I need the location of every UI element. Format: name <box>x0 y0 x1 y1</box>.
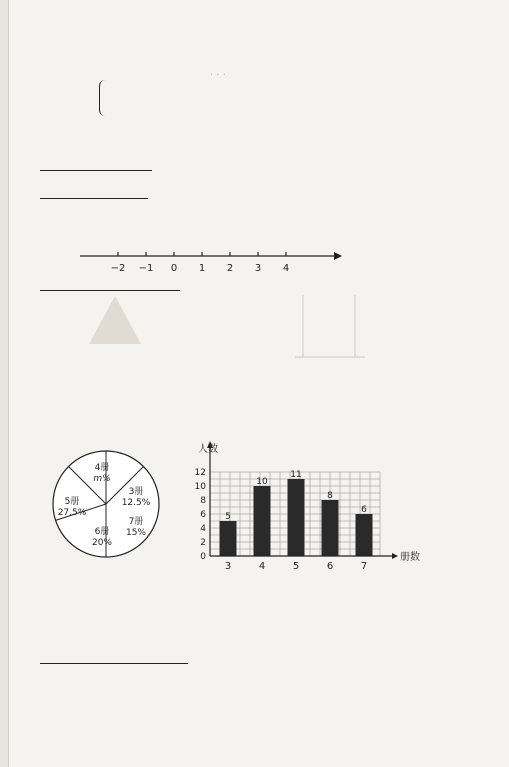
q19-step4 <box>40 276 180 291</box>
x-tick-label: 3 <box>224 561 232 572</box>
answer-blank-a[interactable] <box>40 650 110 664</box>
y-tick-label: 2 <box>200 538 206 548</box>
y-tick-label: 8 <box>200 496 206 506</box>
bar <box>254 486 271 556</box>
system-brace <box>99 80 108 116</box>
number-line <box>60 238 350 274</box>
y-tick-label: 12 <box>194 468 206 478</box>
pie-slice-label: 7册 <box>128 517 144 527</box>
q20-part1 <box>40 650 188 664</box>
number-line-label: 0 <box>170 263 178 274</box>
number-line-label: 3 <box>254 263 262 274</box>
answer-blank-2[interactable] <box>40 184 148 199</box>
pie-slice-value: m% <box>93 474 111 484</box>
bar-chart <box>180 436 420 586</box>
bar <box>356 514 373 556</box>
pie-slice-value: 15% <box>125 528 147 538</box>
pie-slice-value: 20% <box>91 538 113 548</box>
number-line-label: −2 <box>110 263 126 274</box>
y-tick-label: 0 <box>200 552 206 562</box>
pie-chart <box>50 448 162 560</box>
bar-value-label: 5 <box>225 512 231 522</box>
pie-slice-value: 12.5% <box>121 498 151 508</box>
x-tick-label: 5 <box>292 561 300 572</box>
answer-blank-4[interactable] <box>40 276 180 291</box>
bar <box>288 479 305 556</box>
q19-step1 <box>40 156 152 171</box>
bleed-through-shape <box>85 292 145 352</box>
bar <box>322 500 339 556</box>
x-tick-label: 6 <box>326 561 334 572</box>
bar-value-label: 8 <box>327 491 333 501</box>
pie-slice-label: 4册 <box>94 463 110 473</box>
number-line-label: −1 <box>138 263 154 274</box>
number-line-label: 2 <box>226 263 234 274</box>
x-tick-label: 4 <box>258 561 266 572</box>
number-line-label: 4 <box>282 263 290 274</box>
x-axis-arrow <box>392 553 398 559</box>
y-axis-label: 人数 <box>198 444 218 455</box>
x-tick-label: 7 <box>360 561 368 572</box>
y-tick-label: 6 <box>200 510 206 520</box>
pie-slice-label: 5册 <box>64 497 80 507</box>
bleed-through-text: · · · <box>210 70 226 81</box>
y-tick-label: 4 <box>200 524 206 534</box>
pie-slice-label: 6册 <box>94 527 110 537</box>
bleed-through-frame <box>295 285 365 365</box>
bar-value-label: 10 <box>256 477 268 487</box>
number-line-label: 1 <box>198 263 206 274</box>
bar <box>220 521 237 556</box>
bar-value-label: 6 <box>361 505 367 515</box>
binding-edge <box>0 0 9 767</box>
q19-step2 <box>40 184 148 199</box>
answer-blank-1[interactable] <box>40 156 152 171</box>
y-tick-label: 10 <box>194 482 206 492</box>
bar-value-label: 11 <box>290 470 302 480</box>
x-axis-label: 册数 <box>400 552 420 563</box>
answer-blank-m[interactable] <box>110 650 188 664</box>
pie-slice-label: 3册 <box>128 487 144 497</box>
pie-slice-value: 27.5% <box>57 508 87 518</box>
